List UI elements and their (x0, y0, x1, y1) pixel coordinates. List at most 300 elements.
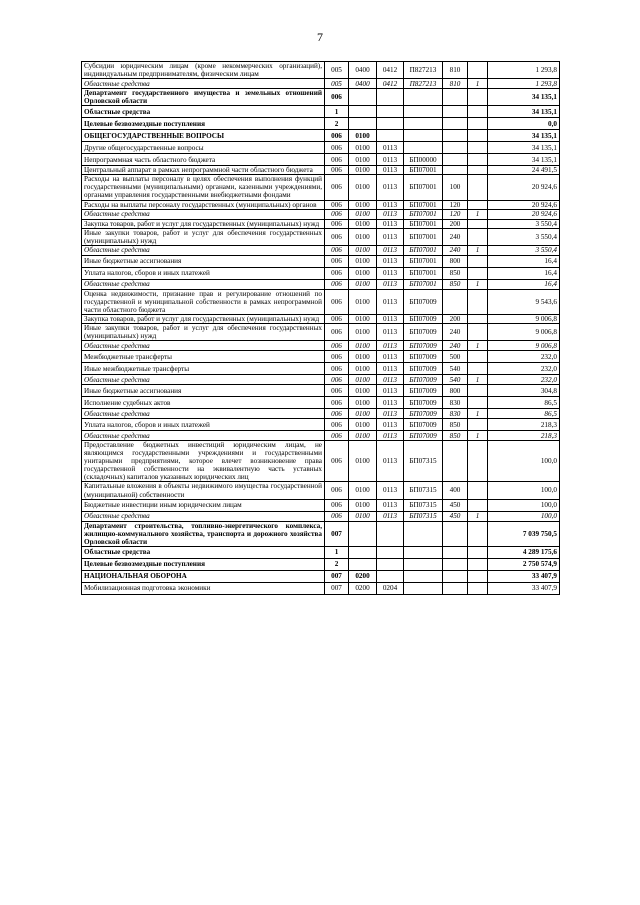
target-article-cell: П827213 (404, 62, 443, 79)
amount-cell: 1 293,8 (488, 79, 560, 89)
section-code-cell: 0100 (349, 363, 377, 375)
expense-type-cell: 500 (443, 351, 468, 363)
amount-cell: 33 407,9 (488, 582, 560, 594)
target-article-cell: БП07009 (404, 341, 443, 351)
amount-cell: 232,0 (488, 351, 560, 363)
subsection-code-cell: 0113 (377, 351, 404, 363)
row-name-cell: Иные бюджетные ассигнования (82, 255, 325, 267)
expense-type-cell (443, 289, 468, 314)
row-name-cell: Иные межбюджетные трансферты (82, 363, 325, 375)
section-code-cell (349, 106, 377, 118)
admin-code-cell: 006 (325, 511, 349, 521)
funding-source-cell (468, 175, 488, 200)
section-code-cell: 0100 (349, 431, 377, 441)
admin-code-cell: 1 (325, 106, 349, 118)
section-code-cell: 0100 (349, 219, 377, 228)
expense-type-cell: 240 (443, 245, 468, 255)
expense-type-cell: 100 (443, 175, 468, 200)
target-article-cell (404, 89, 443, 106)
amount-cell: 34 135,1 (488, 106, 560, 118)
funding-source-cell: 1 (468, 279, 488, 289)
admin-code-cell: 007 (325, 521, 349, 546)
row-name-cell: Областные средства (82, 511, 325, 521)
subsection-code-cell: 0113 (377, 200, 404, 209)
table-row (82, 209, 560, 219)
table-row (82, 363, 560, 375)
table-row (82, 279, 560, 289)
target-article-cell: БП07315 (404, 441, 443, 482)
expense-type-cell (443, 130, 468, 142)
funding-source-cell (468, 385, 488, 397)
row-name-cell: Областные средства (82, 106, 325, 118)
expense-type-cell (443, 166, 468, 175)
table-row (82, 431, 560, 441)
row-name-cell: Межбюджетные трансферты (82, 351, 325, 363)
amount-cell: 34 135,1 (488, 154, 560, 166)
row-name-cell: Расходы на выплаты персоналу в целях обеспечения выполнения функций государственными (муниципальными) органами, казенными учреждениями, органами управления государственными внебюджетными фондами (82, 175, 325, 200)
funding-source-cell (468, 397, 488, 409)
amount-cell: 218,3 (488, 419, 560, 431)
target-article-cell: БП00000 (404, 154, 443, 166)
expense-type-cell: 540 (443, 375, 468, 385)
table-row (82, 499, 560, 511)
funding-source-cell (468, 142, 488, 154)
expense-type-cell: 240 (443, 228, 468, 245)
table-row (82, 441, 560, 482)
target-article-cell: БП07315 (404, 499, 443, 511)
funding-source-cell (468, 255, 488, 267)
target-article-cell: БП07315 (404, 482, 443, 499)
expense-type-cell: 810 (443, 79, 468, 89)
section-code-cell: 0200 (349, 570, 377, 582)
section-code-cell: 0100 (349, 154, 377, 166)
admin-code-cell: 006 (325, 154, 349, 166)
funding-source-cell: 1 (468, 245, 488, 255)
funding-source-cell (468, 166, 488, 175)
subsection-code-cell: 0113 (377, 154, 404, 166)
admin-code-cell: 006 (325, 314, 349, 323)
expense-type-cell: 120 (443, 209, 468, 219)
target-article-cell (404, 521, 443, 546)
row-name-cell: Закупка товаров, работ и услуг для государственных (муниципальных) нужд (82, 314, 325, 323)
row-name-cell: Исполнение судебных актов (82, 397, 325, 409)
table-row (82, 154, 560, 166)
amount-cell: 232,0 (488, 375, 560, 385)
subsection-code-cell: 0113 (377, 499, 404, 511)
section-code-cell: 0100 (349, 324, 377, 341)
table-row (82, 419, 560, 431)
table-row (82, 130, 560, 142)
table-row (82, 375, 560, 385)
amount-cell: 16,4 (488, 255, 560, 267)
table-row (82, 546, 560, 558)
table-row (82, 228, 560, 245)
subsection-code-cell: 0412 (377, 79, 404, 89)
amount-cell: 3 550,4 (488, 228, 560, 245)
section-code-cell: 0100 (349, 289, 377, 314)
section-code-cell: 0100 (349, 419, 377, 431)
page-number: 7 (317, 30, 323, 44)
admin-code-cell: 006 (325, 499, 349, 511)
amount-cell: 3 550,4 (488, 219, 560, 228)
table-row (82, 245, 560, 255)
row-name-cell: Иные закупки товаров, работ и услуг для обеспечения государственных (муниципальных) нужд (82, 228, 325, 245)
table-row (82, 79, 560, 89)
amount-cell: 9 006,8 (488, 341, 560, 351)
row-name-cell: Закупка товаров, работ и услуг для государственных (муниципальных) нужд (82, 219, 325, 228)
funding-source-cell: 1 (468, 409, 488, 419)
subsection-code-cell: 0113 (377, 482, 404, 499)
funding-source-cell (468, 499, 488, 511)
subsection-code-cell (377, 558, 404, 570)
row-name-cell: Мобилизационная подготовка экономики (82, 582, 325, 594)
expense-type-cell: 850 (443, 431, 468, 441)
admin-code-cell: 006 (325, 175, 349, 200)
row-name-cell: Непрограммная часть областного бюджета (82, 154, 325, 166)
row-name-cell: Иные закупки товаров, работ и услуг для обеспечения государственных (муниципальных) нужд (82, 324, 325, 341)
target-article-cell (404, 142, 443, 154)
section-code-cell: 0100 (349, 351, 377, 363)
target-article-cell: БП07009 (404, 363, 443, 375)
admin-code-cell: 007 (325, 582, 349, 594)
target-article-cell: БП07315 (404, 511, 443, 521)
table-row (82, 106, 560, 118)
row-name-cell: Областные средства (82, 341, 325, 351)
section-code-cell: 0100 (349, 341, 377, 351)
section-code-cell: 0100 (349, 375, 377, 385)
table-row (82, 521, 560, 546)
expense-type-cell (443, 89, 468, 106)
funding-source-cell (468, 351, 488, 363)
admin-code-cell: 006 (325, 482, 349, 499)
section-code-cell: 0100 (349, 209, 377, 219)
section-code-cell: 0100 (349, 397, 377, 409)
section-code-cell (349, 118, 377, 130)
subsection-code-cell (377, 118, 404, 130)
admin-code-cell: 006 (325, 130, 349, 142)
admin-code-cell: 006 (325, 351, 349, 363)
section-code-cell: 0100 (349, 245, 377, 255)
subsection-code-cell (377, 521, 404, 546)
expense-type-cell (443, 521, 468, 546)
table-row (82, 200, 560, 209)
row-name-cell: Расходы на выплаты персоналу государственных (муниципальных) органов (82, 200, 325, 209)
table-row (82, 219, 560, 228)
amount-cell: 7 039 750,5 (488, 521, 560, 546)
admin-code-cell: 006 (325, 341, 349, 351)
subsection-code-cell (377, 106, 404, 118)
funding-source-cell: 1 (468, 375, 488, 385)
amount-cell: 20 924,6 (488, 175, 560, 200)
row-name-cell: Капитальные вложения в объекты недвижимого имущества государственной (муниципальной) собственности (82, 482, 325, 499)
subsection-code-cell: 0113 (377, 511, 404, 521)
table-row (82, 118, 560, 130)
funding-source-cell (468, 419, 488, 431)
subsection-code-cell: 0113 (377, 245, 404, 255)
expense-type-cell: 240 (443, 324, 468, 341)
admin-code-cell: 1 (325, 546, 349, 558)
row-name-cell: Другие общегосударственные вопросы (82, 142, 325, 154)
row-name-cell: Иные бюджетные ассигнования (82, 385, 325, 397)
expense-type-cell (443, 106, 468, 118)
expense-type-cell (443, 582, 468, 594)
funding-source-cell (468, 289, 488, 314)
admin-code-cell: 006 (325, 397, 349, 409)
table-row (82, 341, 560, 351)
funding-source-cell (468, 130, 488, 142)
row-name-cell: Департамент государственного имущества и земельных отношений Орловской области (82, 89, 325, 106)
table-row (82, 582, 560, 594)
funding-source-cell (468, 582, 488, 594)
admin-code-cell: 006 (325, 419, 349, 431)
admin-code-cell: 006 (325, 441, 349, 482)
funding-source-cell (468, 314, 488, 323)
admin-code-cell: 006 (325, 409, 349, 419)
admin-code-cell: 006 (325, 142, 349, 154)
section-code-cell: 0100 (349, 166, 377, 175)
target-article-cell: БП07001 (404, 175, 443, 200)
amount-cell: 100,0 (488, 499, 560, 511)
expense-type-cell: 830 (443, 409, 468, 419)
admin-code-cell: 006 (325, 289, 349, 314)
amount-cell: 33 407,9 (488, 570, 560, 582)
row-name-cell: Областные средства (82, 375, 325, 385)
target-article-cell: БП07001 (404, 228, 443, 245)
target-article-cell: БП07009 (404, 431, 443, 441)
target-article-cell: П827213 (404, 79, 443, 89)
section-code-cell: 0100 (349, 441, 377, 482)
table-row (82, 255, 560, 267)
funding-source-cell (468, 521, 488, 546)
target-article-cell: БП07001 (404, 209, 443, 219)
admin-code-cell: 006 (325, 279, 349, 289)
row-name-cell: Уплата налогов, сборов и иных платежей (82, 419, 325, 431)
target-article-cell: БП07001 (404, 267, 443, 279)
expense-type-cell (443, 118, 468, 130)
expense-type-cell (443, 558, 468, 570)
table-row (82, 166, 560, 175)
table-row (82, 482, 560, 499)
target-article-cell: БП07001 (404, 166, 443, 175)
expense-type-cell: 540 (443, 363, 468, 375)
target-article-cell: БП07001 (404, 200, 443, 209)
target-article-cell: БП07009 (404, 351, 443, 363)
target-article-cell (404, 546, 443, 558)
section-code-cell: 0100 (349, 267, 377, 279)
subsection-code-cell: 0113 (377, 255, 404, 267)
subsection-code-cell (377, 570, 404, 582)
amount-cell: 34 135,1 (488, 130, 560, 142)
admin-code-cell: 2 (325, 558, 349, 570)
section-code-cell: 0100 (349, 385, 377, 397)
section-code-cell: 0100 (349, 511, 377, 521)
admin-code-cell: 006 (325, 245, 349, 255)
expense-type-cell: 200 (443, 219, 468, 228)
expense-type-cell: 120 (443, 200, 468, 209)
row-name-cell: Целевые безвозмездные поступления (82, 558, 325, 570)
section-code-cell: 0100 (349, 130, 377, 142)
section-code-cell: 0100 (349, 175, 377, 200)
section-code-cell: 0100 (349, 200, 377, 209)
table-row (82, 314, 560, 323)
amount-cell: 100,0 (488, 482, 560, 499)
subsection-code-cell (377, 130, 404, 142)
amount-cell: 100,0 (488, 441, 560, 482)
subsection-code-cell: 0113 (377, 228, 404, 245)
admin-code-cell: 005 (325, 62, 349, 79)
funding-source-cell (468, 62, 488, 79)
subsection-code-cell: 0113 (377, 409, 404, 419)
admin-code-cell: 006 (325, 200, 349, 209)
target-article-cell (404, 130, 443, 142)
subsection-code-cell: 0113 (377, 219, 404, 228)
admin-code-cell: 2 (325, 118, 349, 130)
subsection-code-cell: 0113 (377, 341, 404, 351)
subsection-code-cell: 0113 (377, 431, 404, 441)
funding-source-cell (468, 363, 488, 375)
row-name-cell: Департамент строительства, топливно-энергетического комплекса, жилищно-коммунального хозяйства, транспорта и дорожного хозяйства Орловской области (82, 521, 325, 546)
section-code-cell: 0100 (349, 279, 377, 289)
amount-cell: 232,0 (488, 363, 560, 375)
funding-source-cell (468, 106, 488, 118)
expense-type-cell (443, 570, 468, 582)
target-article-cell: БП07009 (404, 314, 443, 323)
subsection-code-cell: 0113 (377, 363, 404, 375)
funding-source-cell: 1 (468, 511, 488, 521)
target-article-cell: БП07001 (404, 255, 443, 267)
section-code-cell: 0100 (349, 142, 377, 154)
table-row (82, 267, 560, 279)
admin-code-cell: 007 (325, 570, 349, 582)
expense-type-cell (443, 546, 468, 558)
amount-cell: 9 006,8 (488, 314, 560, 323)
section-code-cell (349, 558, 377, 570)
expense-type-cell: 850 (443, 279, 468, 289)
table-row (82, 385, 560, 397)
funding-source-cell: 1 (468, 209, 488, 219)
amount-cell: 86,5 (488, 409, 560, 419)
expense-type-cell: 450 (443, 499, 468, 511)
funding-source-cell (468, 118, 488, 130)
admin-code-cell: 006 (325, 431, 349, 441)
expense-type-cell: 830 (443, 397, 468, 409)
amount-cell: 20 924,6 (488, 209, 560, 219)
expense-type-cell: 800 (443, 385, 468, 397)
table-row (82, 324, 560, 341)
funding-source-cell (468, 219, 488, 228)
admin-code-cell: 006 (325, 209, 349, 219)
target-article-cell: БП07009 (404, 375, 443, 385)
budget-table (81, 61, 560, 595)
target-article-cell: БП07009 (404, 289, 443, 314)
amount-cell: 34 135,1 (488, 142, 560, 154)
row-name-cell: Областные средства (82, 245, 325, 255)
subsection-code-cell: 0113 (377, 314, 404, 323)
expense-type-cell: 400 (443, 482, 468, 499)
budget-table-body (82, 62, 560, 595)
admin-code-cell: 006 (325, 267, 349, 279)
expense-type-cell: 810 (443, 62, 468, 79)
table-row (82, 570, 560, 582)
admin-code-cell: 006 (325, 385, 349, 397)
amount-cell: 9 006,8 (488, 324, 560, 341)
table-row (82, 62, 560, 79)
expense-type-cell (443, 441, 468, 482)
subsection-code-cell: 0113 (377, 267, 404, 279)
table-row (82, 511, 560, 521)
table-row (82, 351, 560, 363)
target-article-cell (404, 582, 443, 594)
row-name-cell: НАЦИОНАЛЬНАЯ ОБОРОНА (82, 570, 325, 582)
row-name-cell: Областные средства (82, 79, 325, 89)
subsection-code-cell: 0113 (377, 375, 404, 385)
subsection-code-cell: 0113 (377, 397, 404, 409)
admin-code-cell: 006 (325, 89, 349, 106)
row-name-cell: Областные средства (82, 431, 325, 441)
target-article-cell (404, 570, 443, 582)
table-row (82, 409, 560, 419)
subsection-code-cell: 0113 (377, 419, 404, 431)
admin-code-cell: 006 (325, 363, 349, 375)
section-code-cell: 0400 (349, 79, 377, 89)
expense-type-cell: 800 (443, 255, 468, 267)
amount-cell: 20 924,6 (488, 200, 560, 209)
expense-type-cell: 850 (443, 419, 468, 431)
amount-cell: 304,8 (488, 385, 560, 397)
target-article-cell: БП07009 (404, 385, 443, 397)
amount-cell: 3 550,4 (488, 245, 560, 255)
row-name-cell: Оценка недвижимости, признание прав и регулирование отношений по государственной и муниципальной собственности в рамках непрограммной части областного бюджета (82, 289, 325, 314)
section-code-cell (349, 521, 377, 546)
amount-cell: 4 289 175,6 (488, 546, 560, 558)
subsection-code-cell: 0113 (377, 441, 404, 482)
table-row (82, 175, 560, 200)
target-article-cell: БП07001 (404, 245, 443, 255)
subsection-code-cell: 0113 (377, 209, 404, 219)
section-code-cell: 0100 (349, 482, 377, 499)
target-article-cell (404, 106, 443, 118)
amount-cell: 100,0 (488, 511, 560, 521)
admin-code-cell: 005 (325, 79, 349, 89)
admin-code-cell: 006 (325, 166, 349, 175)
target-article-cell: БП07009 (404, 397, 443, 409)
amount-cell: 218,3 (488, 431, 560, 441)
amount-cell: 16,4 (488, 279, 560, 289)
section-code-cell: 0400 (349, 62, 377, 79)
target-article-cell: БП07001 (404, 279, 443, 289)
funding-source-cell (468, 89, 488, 106)
row-name-cell: Целевые безвозмездные поступления (82, 118, 325, 130)
subsection-code-cell: 0113 (377, 385, 404, 397)
amount-cell: 86,5 (488, 397, 560, 409)
table-row (82, 289, 560, 314)
funding-source-cell: 1 (468, 431, 488, 441)
expense-type-cell: 240 (443, 341, 468, 351)
table-row (82, 397, 560, 409)
table-row (82, 558, 560, 570)
expense-type-cell: 450 (443, 511, 468, 521)
row-name-cell: Областные средства (82, 409, 325, 419)
row-name-cell: Областные средства (82, 209, 325, 219)
funding-source-cell (468, 558, 488, 570)
row-name-cell: ОБЩЕГОСУДАРСТВЕННЫЕ ВОПРОСЫ (82, 130, 325, 142)
row-name-cell: Субсидии юридическим лицам (кроме некоммерческих организаций), индивидуальным предпринимателям, физическим лицам (82, 62, 325, 79)
amount-cell: 34 135,1 (488, 89, 560, 106)
target-article-cell: БП07009 (404, 419, 443, 431)
section-code-cell (349, 546, 377, 558)
funding-source-cell (468, 570, 488, 582)
row-name-cell: Уплата налогов, сборов и иных платежей (82, 267, 325, 279)
